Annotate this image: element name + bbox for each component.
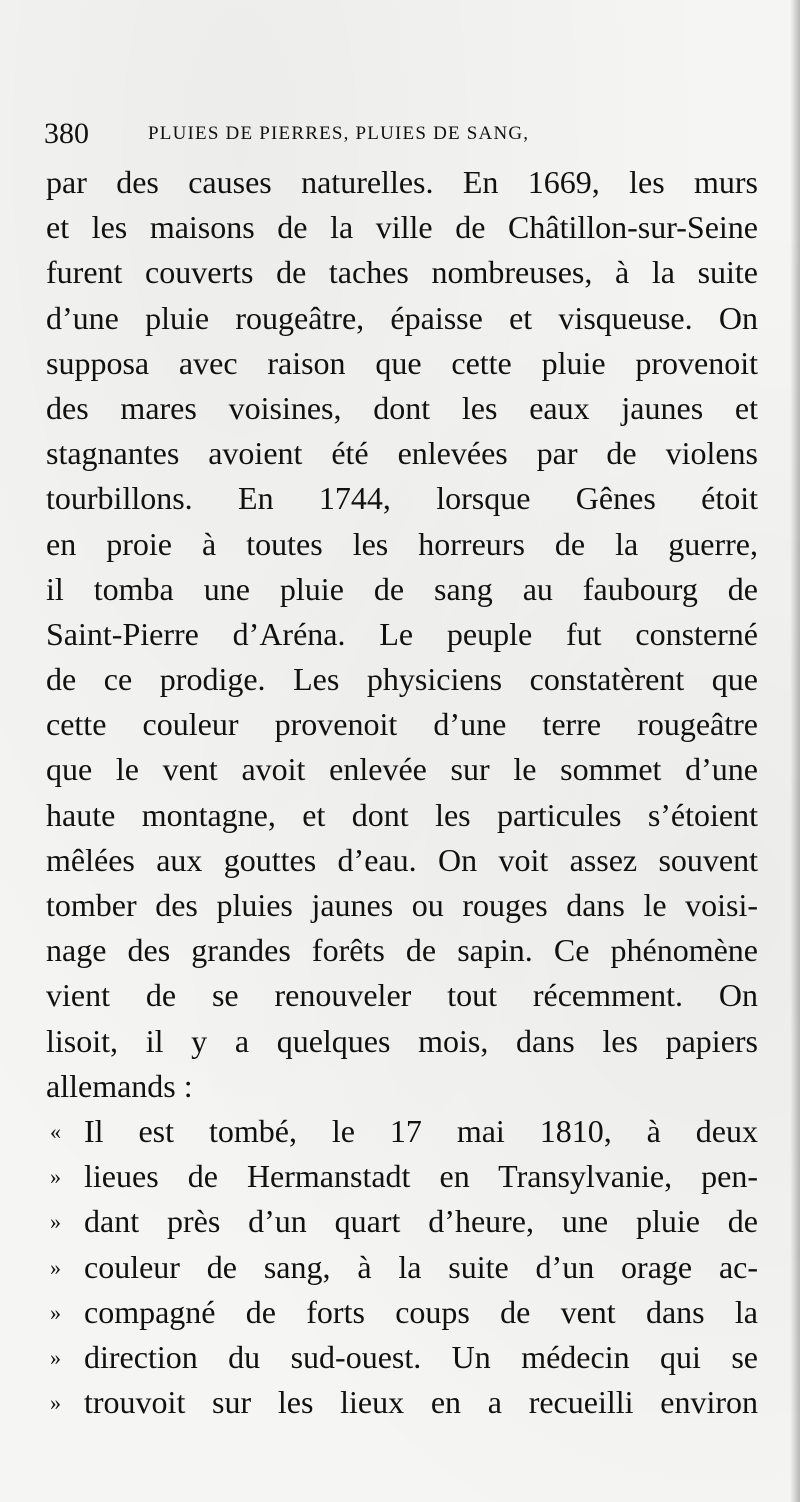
quote-mark: » (50, 1299, 61, 1325)
quote-line (46, 1335, 758, 1380)
running-head: PLUIES DE PIERRES, PLUIES DE SANG, (148, 123, 530, 144)
quote-mark: » (50, 1390, 61, 1416)
quote-mark: » (50, 1254, 61, 1280)
text-line: haute montagne, et dont les particules s’étoient (46, 796, 758, 833)
quote-mark: « (50, 1118, 61, 1144)
text-line: des mares voisines, dont les eaux jaunes et (46, 389, 758, 426)
body-text (46, 160, 758, 1425)
quote-mark: » (50, 1344, 61, 1370)
text-line: tomber des pluies jaunes ou rouges dans le voisi- (46, 887, 758, 923)
text-line: et les maisons de la ville de Châtillon-sur-Seine (46, 209, 758, 246)
quote-line (46, 1380, 758, 1425)
text-line: cette couleur provenoit d’une terre rougeâtre (46, 706, 758, 743)
quote-text: lieues de Hermanstadt en Transylvanie, pen- (84, 1158, 758, 1195)
quote-line (46, 1245, 758, 1290)
quote-line (46, 1199, 758, 1244)
text-line: d’une pluie rougeâtre, épaisse et visqueuse. On (46, 299, 758, 336)
text-line: allemands : (46, 1067, 193, 1104)
quote-text: direction du sud-ouest. Un médecin qui se (84, 1338, 758, 1375)
text-line: supposa avec raison que cette pluie provenoit (46, 344, 758, 381)
quote-line (46, 1290, 758, 1335)
text-line: il tomba une pluie de sang au faubourg de (46, 570, 758, 607)
quote-text: dant près d’un quart d’heure, une pluie de (84, 1203, 758, 1240)
quote-line (46, 1154, 758, 1199)
page-edge-shadow (790, 0, 800, 1502)
text-line: de ce prodige. Les physiciens constatèrent que (46, 661, 758, 698)
quote-mark: » (50, 1209, 61, 1235)
text-line: nage des grandes forêts de sapin. Ce phénomène (46, 932, 758, 969)
quote-text: couleur de sang, à la suite d’un orage ac- (84, 1248, 758, 1285)
text-line: furent couverts de taches nombreuses, à la suite (46, 254, 758, 291)
text-line: que le vent avoit enlevée sur le sommet d’une (46, 751, 758, 788)
quote-line (46, 1109, 758, 1154)
page-number: 380 (44, 117, 89, 150)
quote-text: trouvoit sur les lieux en a recueilli environ (84, 1384, 758, 1421)
text-line: lisoit, il y a quelques mois, dans les papiers (46, 1022, 758, 1059)
text-line: vient de se renouveler tout récemment. On (46, 977, 758, 1014)
text-line: stagnantes avoient été enlevées par de violens (46, 435, 758, 472)
text-line: en proie à toutes les horreurs de la guerre, (46, 525, 758, 562)
quote-text: compagné de forts coups de vent dans la (84, 1293, 758, 1330)
quote-mark: » (50, 1164, 61, 1190)
text-line: Saint-Pierre d’Aréna. Le peuple fut consterné (46, 615, 758, 652)
text-line: mêlées aux gouttes d’eau. On voit assez souvent (46, 841, 758, 878)
quote-text: Il est tombé, le 17 mai 1810, à deux (84, 1112, 758, 1149)
text-line: tourbillons. En 1744, lorsque Gênes étoit (46, 480, 758, 517)
page-header (44, 112, 704, 156)
text-line: par des causes naturelles. En 1669, les murs (46, 164, 758, 200)
